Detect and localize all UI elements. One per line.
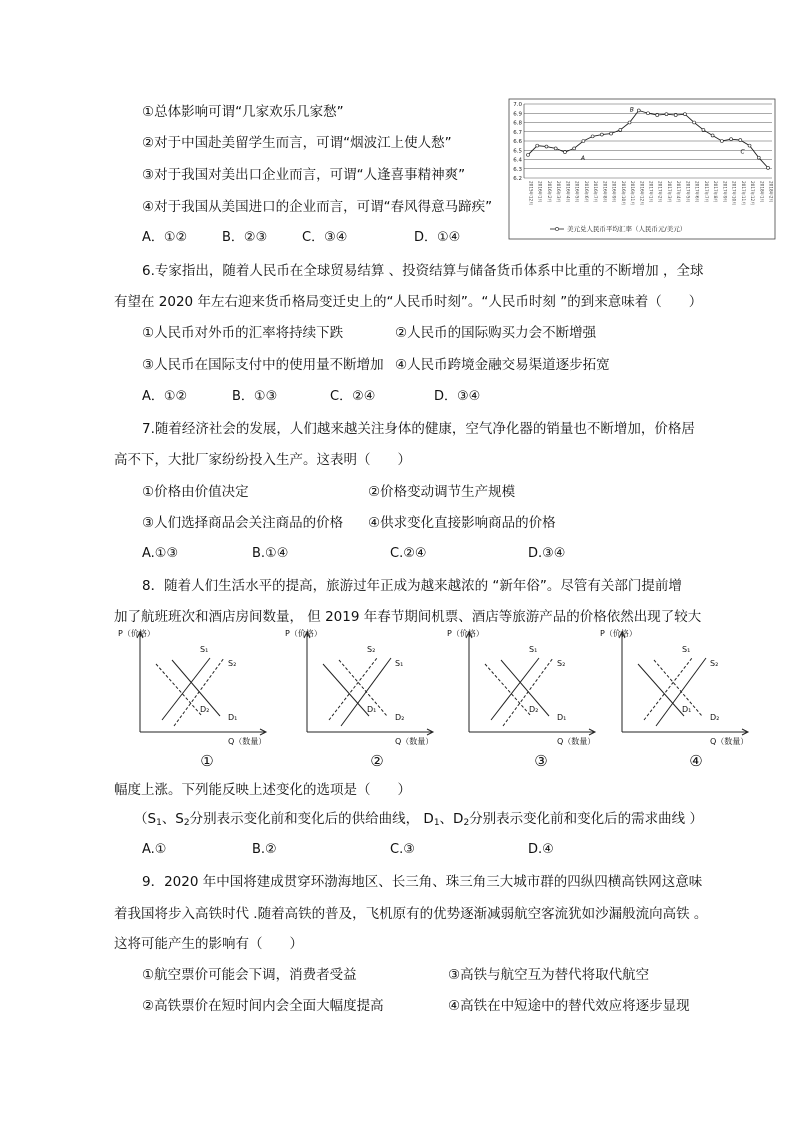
q7-item-3: ③人们选择商品会关注商品的价格 bbox=[142, 515, 344, 531]
demand-label: D₂ bbox=[529, 705, 539, 714]
x-tick-label: 2017年8月 bbox=[713, 181, 719, 203]
x-tick-label: 2016年4月 bbox=[565, 181, 571, 203]
q7-item-4: ④供求变化直接影响商品的价格 bbox=[368, 515, 556, 531]
p-axis-label: P（价格） bbox=[285, 629, 322, 638]
q6-item-4: ④人民币跨境金融交易渠道逐步拓宽 bbox=[395, 357, 610, 373]
y-tick-label: 6.3 bbox=[513, 166, 522, 173]
x-tick-label: 2016年3月 bbox=[556, 181, 562, 203]
exchange-rate-chart bbox=[508, 98, 776, 240]
q5-option-b: B．②③ bbox=[222, 230, 268, 245]
q6-option-c: C．②④ bbox=[330, 389, 376, 404]
demand-curve bbox=[172, 660, 220, 716]
data-point bbox=[563, 151, 566, 154]
q-axis-label: Q（数量） bbox=[710, 737, 749, 746]
q6-option-b: B．①③ bbox=[232, 389, 278, 404]
demand-label: D₁ bbox=[682, 705, 692, 714]
q6-item-1: ①人民币对外币的汇率将持续下跌 bbox=[142, 325, 344, 341]
y-tick-label: 7.0 bbox=[513, 102, 522, 108]
x-tick-label: 2017年3月 bbox=[666, 181, 672, 203]
legend-marker bbox=[555, 227, 558, 230]
demand-label: D₁ bbox=[228, 713, 238, 722]
p-axis-label: P（价格） bbox=[600, 629, 637, 638]
q9-stem-line-2: 着我国将步入高铁时代 .随着高铁的普及，飞机原有的优势逐渐减弱航空客流犹如沙漏般流向高铁 。 bbox=[114, 906, 708, 922]
q9-item-1: ①航空票价可能会下调，消费者受益 bbox=[142, 967, 357, 983]
demand-curve bbox=[501, 660, 549, 716]
supply-label: S₂ bbox=[228, 659, 237, 668]
q6-item-3: ③人民币在国际支付中的使用量不断增加 bbox=[142, 357, 384, 373]
demand-curve bbox=[323, 664, 369, 716]
q5-option-d: D．①④ bbox=[414, 230, 461, 245]
demand-label: D₁ bbox=[367, 705, 377, 714]
demand-label: D₂ bbox=[395, 713, 405, 722]
q7-item-1: ①价格由价值决定 bbox=[142, 484, 249, 500]
supply-demand-graph-1 bbox=[116, 628, 276, 746]
x-tick-label: 2018年2月 bbox=[768, 181, 774, 203]
data-point bbox=[702, 128, 705, 131]
q5-item-4: ④对于我国从美国进口的企业而言，可谓“春风得意马蹄疾” bbox=[142, 199, 493, 215]
supply-label: S₁ bbox=[529, 645, 538, 654]
data-point bbox=[656, 114, 659, 117]
demand-curve bbox=[638, 664, 684, 716]
demand-curve bbox=[156, 664, 202, 716]
x-tick-label: 2017年6月 bbox=[694, 181, 700, 203]
x-tick-label: 2017年1月 bbox=[648, 181, 654, 203]
data-point bbox=[748, 144, 751, 147]
q5-item-2: ②对于中国赴美留学生而言，可谓“烟波江上使人愁” bbox=[142, 135, 452, 151]
data-point bbox=[739, 139, 742, 142]
x-tick-label: 2016年2月 bbox=[546, 181, 552, 203]
data-point bbox=[582, 140, 585, 143]
q5-option-c: C．③④ bbox=[302, 230, 348, 245]
q5-option-a: A．①② bbox=[142, 230, 188, 245]
x-tick-label: 2016年1月 bbox=[537, 181, 543, 203]
q9-item-3: ③高铁与航空互为替代将取代航空 bbox=[448, 967, 650, 983]
p-axis-label: P（价格） bbox=[118, 629, 155, 638]
q7-option-b: B.①④ bbox=[252, 546, 289, 561]
demand-label: D₂ bbox=[710, 713, 720, 722]
data-point bbox=[674, 114, 677, 117]
y-tick-label: 6.4 bbox=[513, 157, 522, 164]
x-tick-label: 2016年10月 bbox=[620, 181, 626, 206]
annotation-c: C bbox=[740, 148, 745, 156]
data-point bbox=[665, 113, 668, 116]
data-point bbox=[647, 112, 650, 115]
x-tick-label: 2017年7月 bbox=[703, 181, 709, 203]
data-point bbox=[591, 135, 594, 138]
y-tick-label: 6.6 bbox=[513, 139, 522, 145]
q8-option-b: B.② bbox=[252, 842, 277, 857]
data-point bbox=[573, 147, 576, 150]
x-tick-label: 2017年11月 bbox=[740, 181, 746, 206]
data-point bbox=[527, 153, 530, 156]
chart-legend: 美元兑人民币平均汇率（人民币元/美元） bbox=[567, 225, 687, 233]
data-point bbox=[693, 121, 696, 124]
y-tick-label: 6.2 bbox=[513, 176, 522, 182]
annotation-a: A bbox=[580, 155, 586, 163]
x-tick-label: 2016年8月 bbox=[602, 181, 608, 203]
data-point bbox=[711, 134, 714, 137]
x-tick-label: 2017年9月 bbox=[722, 181, 728, 203]
x-tick-label: 2017年5月 bbox=[685, 181, 691, 203]
data-point bbox=[757, 156, 760, 159]
graph-label-1: ① bbox=[200, 752, 214, 770]
q7-option-a: A.①③ bbox=[142, 546, 179, 561]
q8-note: （$S_1$、$S_2$分别表示变化前和变化后的供给曲线， $D_1$、$D_2$分别表示变化前和变化后的需求曲线 ） bbox=[134, 811, 703, 828]
q8-option-c: C.③ bbox=[390, 842, 415, 857]
q7-option-c: C.②④ bbox=[390, 546, 427, 561]
y-tick-label: 6.9 bbox=[513, 111, 522, 118]
q8-stem-line-1: 8．随着人们生活水平的提高，旅游过年正成为越来越浓的 “新年俗”。尽管有关部门提前增 bbox=[142, 578, 682, 594]
data-point bbox=[600, 133, 603, 136]
q7-option-d: D.③④ bbox=[528, 546, 566, 561]
q9-item-4: ④高铁在中短途中的替代效应将逐步显现 bbox=[448, 998, 690, 1014]
q8-option-a: A.① bbox=[142, 842, 167, 857]
demand-curve bbox=[339, 660, 387, 716]
supply-label: S₁ bbox=[682, 645, 691, 654]
q8-stem-line-3: 幅度上涨。下列能反映上述变化的选项是（ ） bbox=[114, 782, 411, 798]
q8-stem-line-2: 加了航班班次和酒店房间数量， 但 2019 年春节期间机票、酒店等旅游产品的价格依然出现了较大 bbox=[114, 609, 702, 625]
data-point bbox=[545, 145, 548, 148]
x-tick-label: 2016年6月 bbox=[583, 181, 589, 203]
demand-curve bbox=[654, 660, 702, 716]
q-axis-label: Q（数量） bbox=[395, 737, 434, 746]
q5-item-3: ③对于我国对美出口企业而言，可谓“人逢喜事精神爽” bbox=[142, 167, 466, 183]
graph-label-4: ④ bbox=[689, 752, 703, 770]
data-point bbox=[683, 113, 686, 116]
data-point bbox=[628, 121, 631, 124]
x-tick-label: 2017年2月 bbox=[657, 181, 663, 203]
x-tick-label: 2016年9月 bbox=[611, 181, 617, 203]
data-point bbox=[720, 140, 723, 143]
q5-item-1: ①总体影响可谓“几家欢乐几家愁” bbox=[142, 104, 344, 120]
y-tick-label: 6.8 bbox=[513, 120, 522, 127]
data-point bbox=[637, 109, 640, 112]
q6-option-d: D．③④ bbox=[434, 389, 481, 404]
supply-label: S₁ bbox=[200, 645, 209, 654]
x-tick-label: 2016年7月 bbox=[593, 181, 599, 203]
demand-curve bbox=[485, 664, 531, 716]
p-axis-label: P（价格） bbox=[447, 629, 484, 638]
supply-demand-graph-2 bbox=[283, 628, 443, 746]
data-point bbox=[730, 138, 733, 141]
data-point bbox=[619, 128, 622, 131]
q9-stem-line-1: 9．2020 年中国将建成贯穿环渤海地区、长三角、珠三角三大城市群的四纵四横高铁网这意味 bbox=[142, 874, 703, 890]
graph-label-3: ③ bbox=[534, 752, 548, 770]
data-point bbox=[554, 147, 557, 150]
supply-demand-graph-3 bbox=[445, 628, 605, 746]
supply-label: S₂ bbox=[367, 645, 376, 654]
demand-label: D₁ bbox=[557, 713, 567, 722]
demand-label: D₂ bbox=[200, 705, 210, 714]
q9-item-2: ②高铁票价在短时间内会全面大幅度提高 bbox=[142, 998, 384, 1014]
x-tick-label: 2017年12月 bbox=[750, 181, 756, 206]
q9-stem-line-3: 这将可能产生的影响有（ ） bbox=[114, 936, 303, 952]
supply-label: S₁ bbox=[395, 659, 404, 668]
x-tick-label: 2017年4月 bbox=[676, 181, 682, 203]
x-tick-label: 2017年10月 bbox=[731, 181, 737, 206]
annotation-b: B bbox=[629, 106, 634, 114]
data-point bbox=[767, 166, 770, 169]
q8-option-d: D.④ bbox=[528, 842, 554, 857]
x-tick-label: 2018年1月 bbox=[759, 181, 765, 203]
q7-stem-line-1: 7.随着经济社会的发展，人们越来越关注身体的健康，空气净化器的销量也不断增加，价格居 bbox=[142, 421, 695, 437]
q6-stem-line-2: 有望在 2020 年左右迎来货币格局变迁史上的“人民币时刻”。“人民币时刻 ”的到来意味着（ ） bbox=[114, 294, 703, 310]
q7-stem-line-2: 高不下，大批厂家纷纷投入生产。这表明（ ） bbox=[114, 452, 411, 468]
q-axis-label: Q（数量） bbox=[557, 737, 596, 746]
data-point bbox=[536, 144, 539, 147]
x-tick-label: 2015年12月 bbox=[528, 181, 534, 206]
supply-demand-graph-4 bbox=[598, 628, 758, 746]
supply-label: S₂ bbox=[710, 659, 719, 668]
data-point bbox=[610, 132, 613, 135]
q7-item-2: ②价格变动调节生产规模 bbox=[368, 484, 516, 500]
q6-option-a: A．①② bbox=[142, 389, 188, 404]
supply-label: S₂ bbox=[557, 659, 566, 668]
y-tick-label: 6.7 bbox=[513, 129, 522, 136]
x-tick-label: 2016年11月 bbox=[630, 181, 636, 206]
q-axis-label: Q（数量） bbox=[228, 737, 267, 746]
graph-label-2: ② bbox=[370, 752, 384, 770]
q6-stem-line-1: 6.专家指出，随着人民币在全球贸易结算 、投资结算与储备货币体系中比重的不断增加 ，全球 bbox=[142, 263, 704, 279]
y-tick-label: 6.5 bbox=[513, 148, 522, 155]
q6-item-2: ②人民币的国际购买力会不断增强 bbox=[395, 325, 597, 341]
x-tick-label: 2016年12月 bbox=[639, 181, 645, 206]
x-tick-label: 2016年5月 bbox=[574, 181, 580, 203]
